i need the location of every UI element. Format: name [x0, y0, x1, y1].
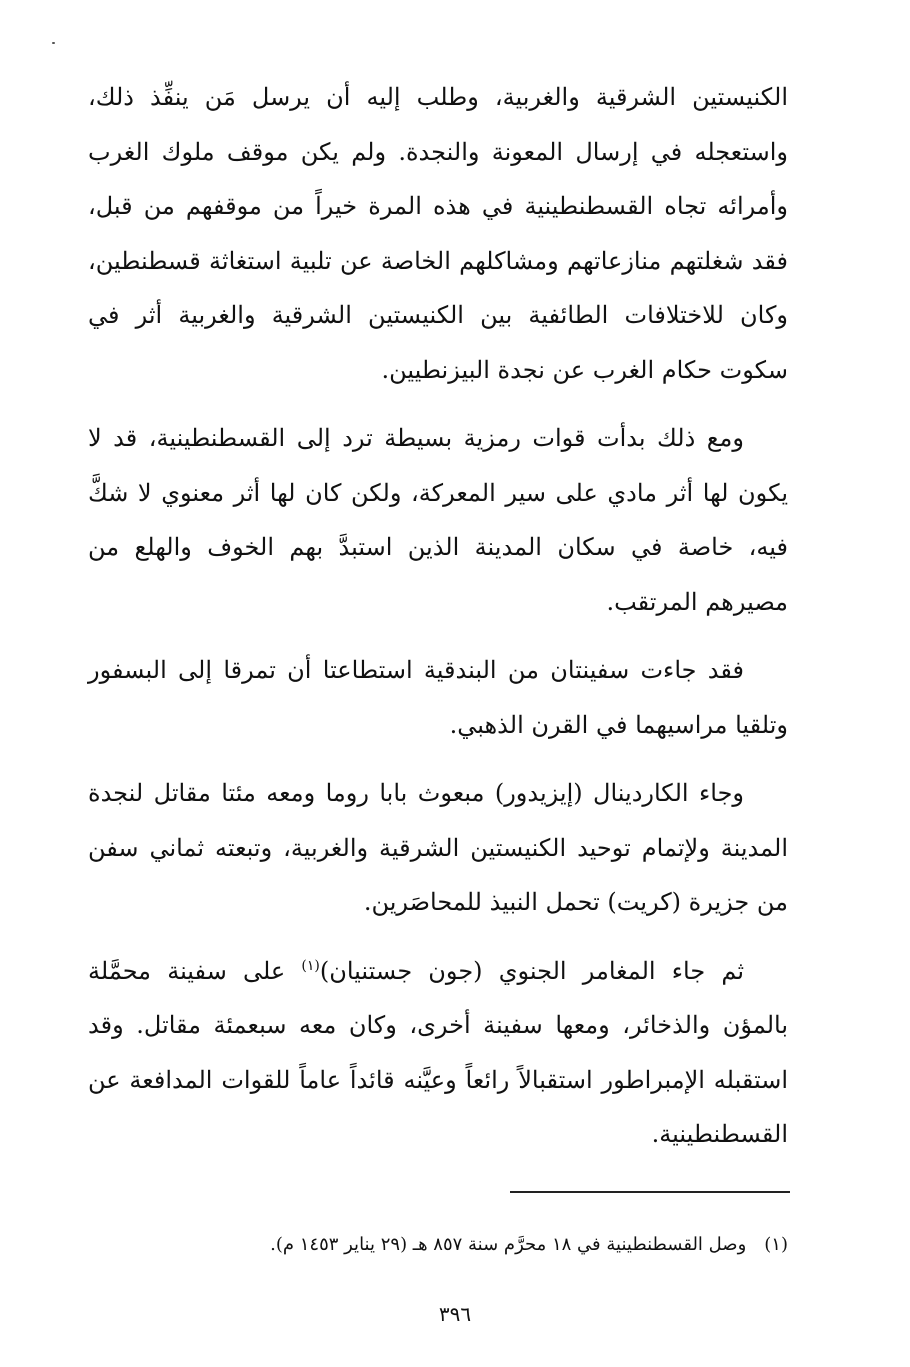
paragraph-2: ومع ذلك بدأت قوات رمزية بسيطة ترد إلى القسطنطينية، قد لا يكون لها أثر مادي على سير المعركة، ولكن كان لها أثر معنوي لا شكَّ فيه، خاصة في سكان المدينة الذين استبدَّ بهم الخوف والهلع من مصيرهم المرتقب. — [88, 424, 788, 616]
page-number: ٣٩٦ — [438, 1302, 472, 1326]
paragraph-4: وجاء الكاردينال (إيزيدور) مبعوث بابا روما ومعه مئتا مقاتل لنجدة المدينة ولإتمام توحيد الكنيستين الشرقية والغربية، وتبعته ثماني سفن من جزيرة (كريت) تحمل النبيذ للمحاصَرين. — [88, 779, 788, 916]
footnote-text: وصل القسطنطينية في ١٨ محرَّم سنة ٨٥٧ هـ (٢٩ يناير ١٤٥٣ م). — [270, 1234, 747, 1255]
footnote-separator — [510, 1191, 790, 1193]
footnote — [270, 1232, 788, 1258]
footnote-reference[interactable]: (١) — [301, 957, 320, 974]
scan-speck — [52, 42, 55, 44]
main-text — [88, 70, 788, 1176]
paragraph-5 — [88, 944, 788, 1162]
paragraph-5-text-end: على سفينة محمَّلة بالمؤن والذخائر، ومعها سفينة أخرى، وكان معه سبعمئة مقاتل. وقد استقبله الإمبراطور استقبالاً رائعاً وعيَّنه قائداً عاماً للقوات المدافعة عن القسطنطينية. — [88, 956, 788, 1148]
footnote-marker: (١) — [764, 1234, 788, 1255]
paragraph-3: فقد جاءت سفينتان من البندقية استطاعتا أن تمرقا إلى البسفور وتلقيا مراسيهما في القرن الذهبي. — [88, 656, 788, 739]
paragraph-5-text-start: ثم جاء المغامر الجنوي (جون جستنيان) — [319, 956, 745, 985]
paragraph-1: الكنيستين الشرقية والغربية، وطلب إليه أن يرسل مَن ينفِّذ ذلك، واستعجله في إرسال المعونة والنجدة. ولم يكن موقف ملوك الغرب وأمرائه تجاه القسطنطينية في هذه المرة خيراً من موقفهم من قبل، فقد شغلتهم منازعاتهم ومشاكلهم الخاصة عن تلبية استغاثة قسطنطين، وكان للاختلافات الطائفية بين الكنيستين الشرقية والغربية أثر في سكوت حكام الغرب عن نجدة البيزنطيين. — [88, 83, 788, 384]
